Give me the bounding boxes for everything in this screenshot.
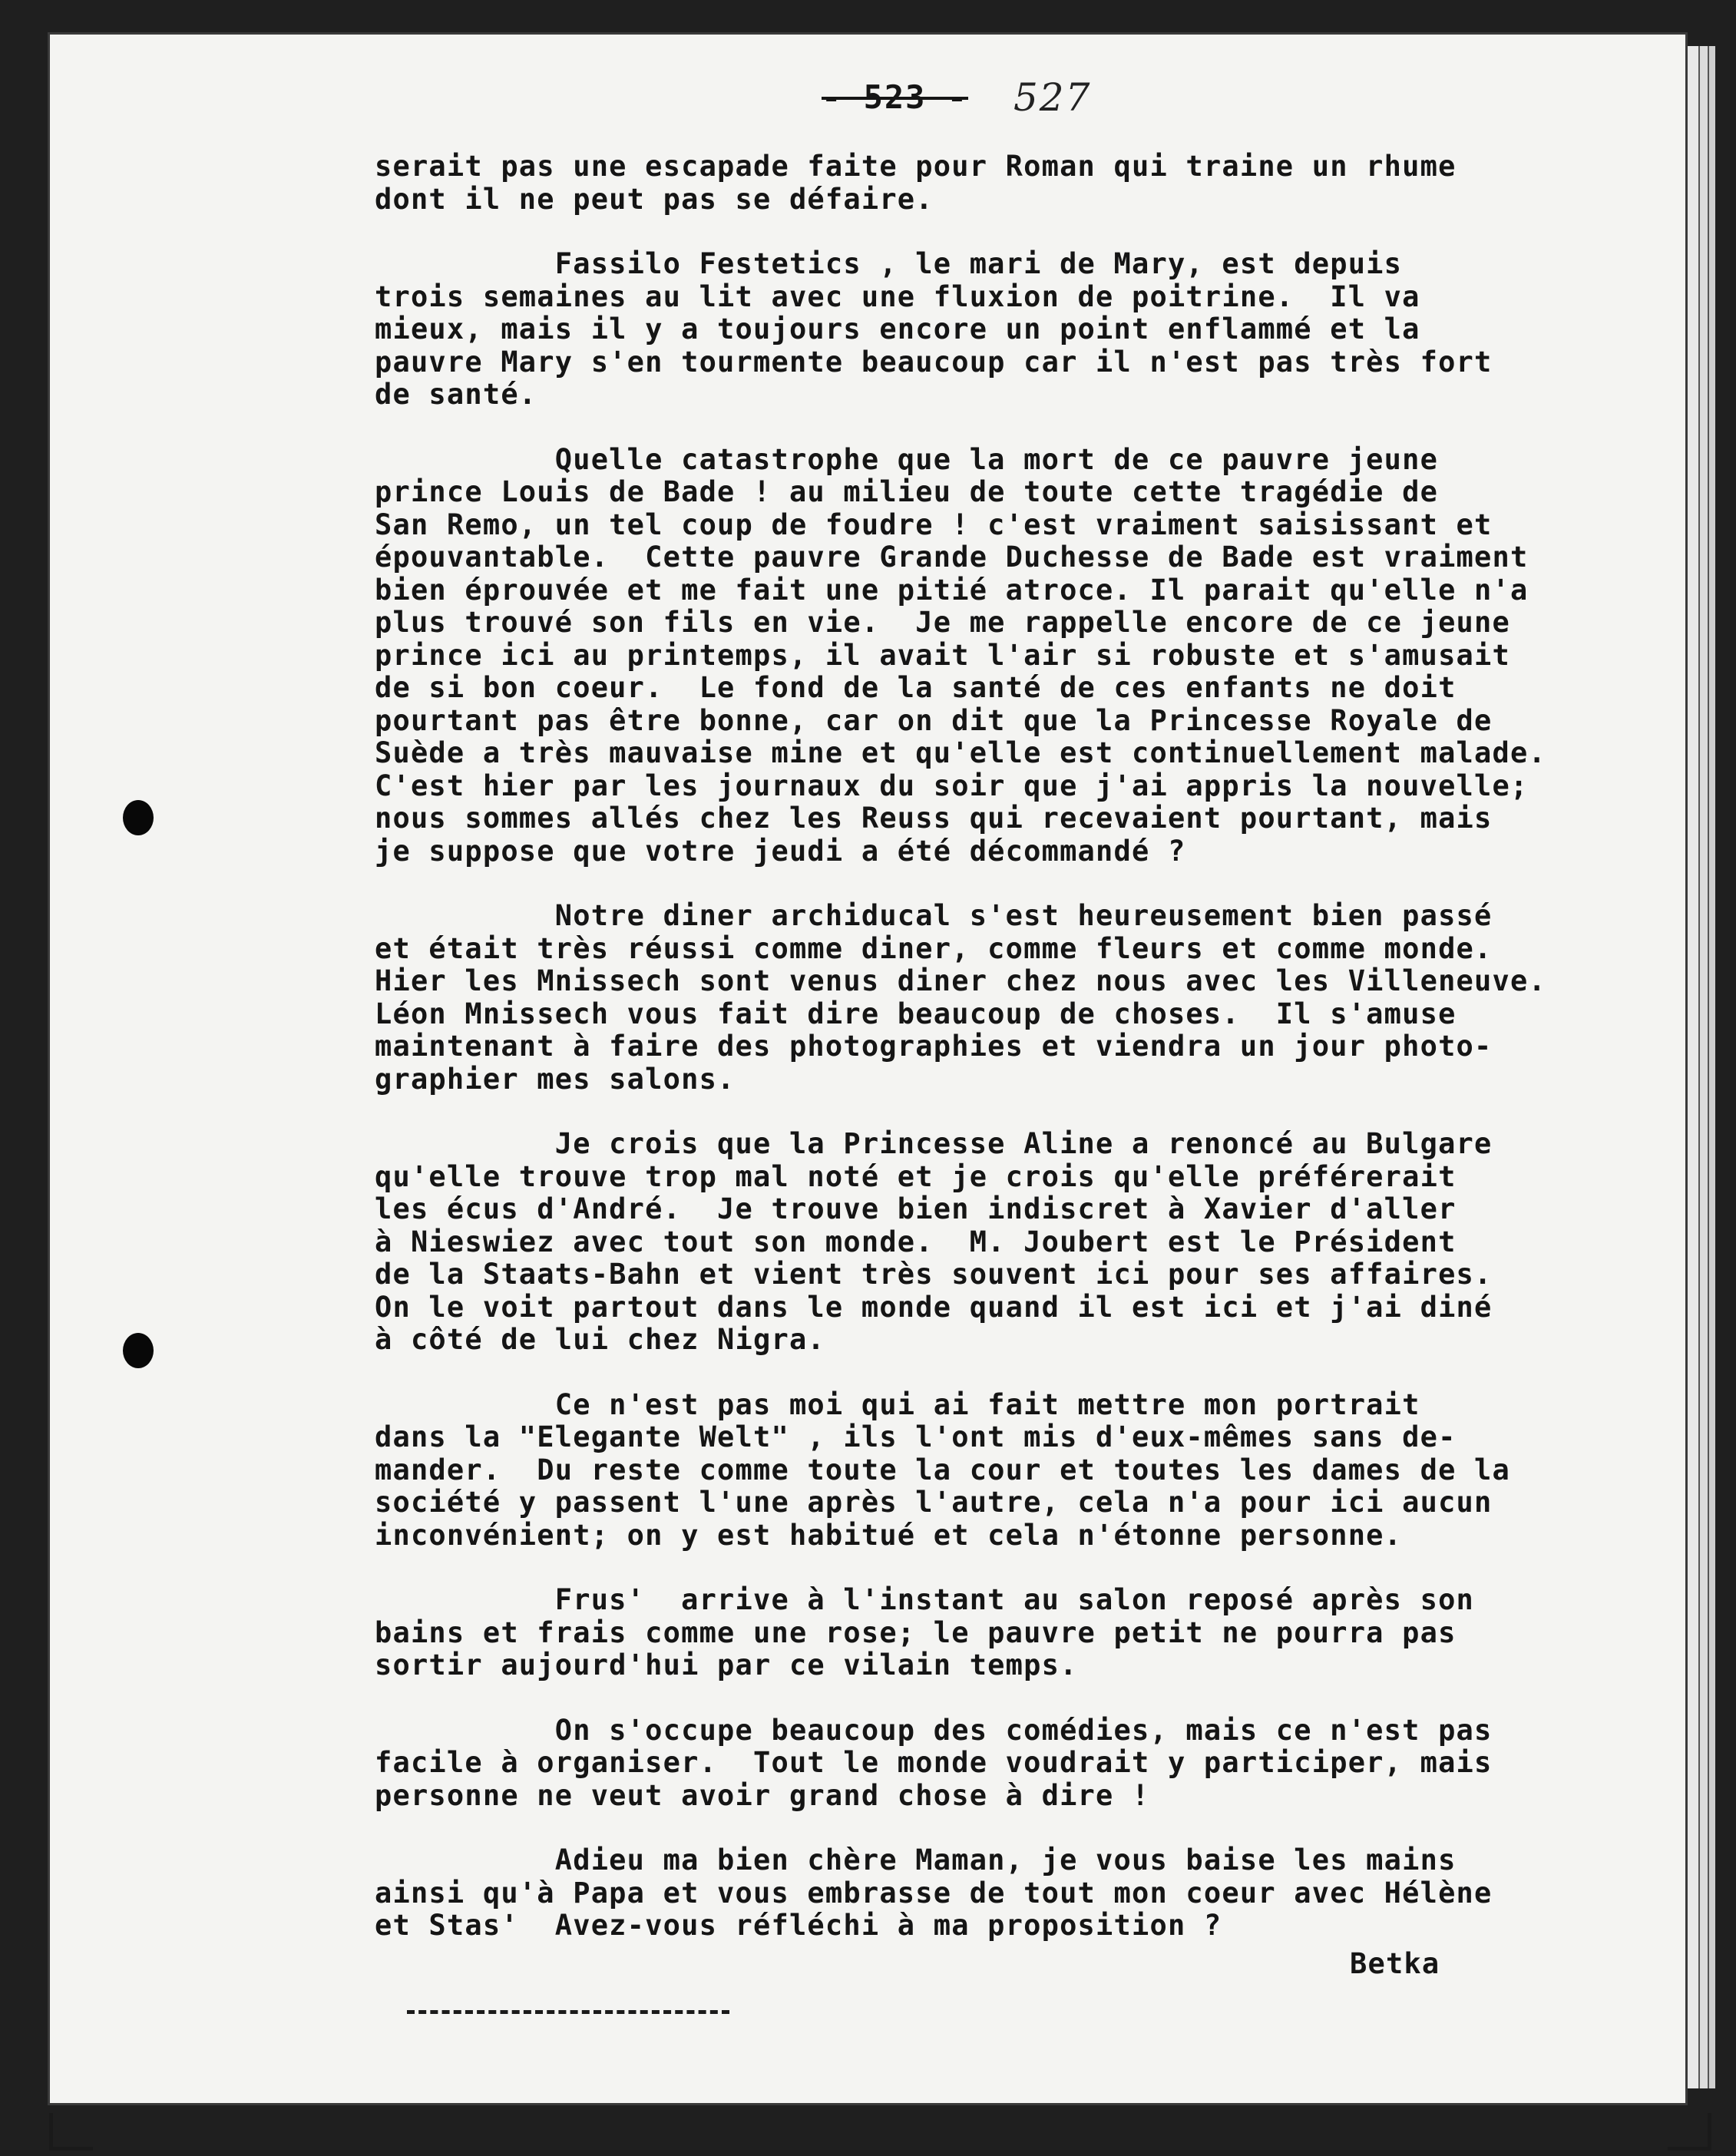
- text-line: prince ici au printemps, il avait l'air si robuste et s'amusait: [375, 638, 1510, 672]
- text-line: Je crois que la Princesse Aline a renoncé au Bulgare: [375, 1127, 1493, 1160]
- paragraph: [375, 1389, 1649, 1553]
- paragraph: [375, 1715, 1649, 1813]
- text-line: trois semaines au lit avec une fluxion de poitrine. Il va: [375, 279, 1420, 313]
- text-line: épouvantable. Cette pauvre Grande Duchesse de Bade est vraiment: [375, 541, 1529, 574]
- text-line: Adieu ma bien chère Maman, je vous baise les mains: [375, 1844, 1457, 1877]
- page-stack-edge: [1708, 46, 1715, 2088]
- text-line: société y passent l'une après l'autre, cela n'a pour ici aucun: [375, 1486, 1493, 1519]
- text-line: Fassilo Festetics , le mari de Mary, est depuis: [375, 247, 1403, 280]
- text-line: mieux, mais il y a toujours encore un point enflammé et la: [375, 312, 1420, 346]
- text-line: bien éprouvée et me fait une pitié atroce. Il parait qu'elle n'a: [375, 573, 1529, 607]
- text-line: dans la "Elegante Welt" , ils l'ont mis d'eux-mêmes sans de-: [375, 1420, 1457, 1453]
- signature: Betka: [1350, 1947, 1440, 1980]
- text-line: nous sommes allés chez les Reuss qui recevaient pourtant, mais: [375, 802, 1493, 835]
- text-line: pourtant pas être bonne, car on dit que la Princesse Royale de: [375, 703, 1493, 737]
- page-header: [822, 75, 1092, 120]
- text-line: San Remo, un tel coup de foudre ! c'est vraiment saisissant et: [375, 508, 1493, 541]
- text-line: prince Louis de Bade ! au milieu de toute cette tragédie de: [375, 475, 1439, 508]
- punch-hole: [123, 800, 154, 835]
- typed-page-number: - 523 -: [822, 78, 969, 116]
- text-line: graphier mes salons.: [375, 1062, 736, 1096]
- paragraph: [375, 444, 1649, 868]
- text-line: inconvénient; on y est habitué et cela n'étonne personne.: [375, 1518, 1403, 1552]
- text-line: dont il ne peut pas se défaire.: [375, 182, 934, 216]
- handwritten-page-number: 527: [1013, 75, 1092, 120]
- text-line: Quelle catastrophe que la mort de ce pauvre jeune: [375, 442, 1439, 476]
- text-line: et Stas' Avez-vous réfléchi à ma proposition ?: [375, 1909, 1222, 1942]
- letter-body: [375, 150, 1649, 1975]
- paragraph: [375, 150, 1649, 216]
- text-line: les écus d'André. Je trouve bien indiscret à Xavier d'aller: [375, 1192, 1457, 1225]
- page-stack-edge: [1686, 46, 1698, 2088]
- text-line: maintenant à faire des photographies et viendra un jour photo-: [375, 1030, 1493, 1063]
- corner-mark: [1668, 2113, 1711, 2151]
- text-line: de santé.: [375, 378, 537, 411]
- text-line: plus trouvé son fils en vie. Je me rappelle encore de ce jeune: [375, 606, 1510, 639]
- text-line: Notre diner archiducal s'est heureusement bien passé: [375, 899, 1493, 932]
- text-line: de si bon coeur. Le fond de la santé de ces enfants ne doit: [375, 671, 1457, 704]
- paragraph: [375, 248, 1649, 412]
- text-line: Hier les Mnissech sont venus diner chez nous avec les Villeneuve.: [375, 964, 1546, 997]
- text-line: pauvre Mary s'en tourmente beaucoup car il n'est pas très fort: [375, 345, 1493, 379]
- text-line: facile à organiser. Tout le monde voudrait y participer, mais: [375, 1746, 1493, 1779]
- text-line: je suppose que votre jeudi a été décommandé ?: [375, 834, 1186, 868]
- text-line: Léon Mnissech vous fait dire beaucoup de choses. Il s'amuse: [375, 997, 1457, 1030]
- paragraph: [375, 1128, 1649, 1357]
- page-stack-edge: [1698, 46, 1708, 2088]
- text-line: ainsi qu'à Papa et vous embrasse de tout mon coeur avec Hélène: [375, 1876, 1493, 1910]
- text-line: et était très réussi comme diner, comme fleurs et comme monde.: [375, 931, 1493, 965]
- text-line: à côté de lui chez Nigra.: [375, 1323, 825, 1356]
- punch-hole: [123, 1333, 154, 1368]
- text-line: Frus' arrive à l'instant au salon reposé après son: [375, 1583, 1475, 1616]
- paragraph: [375, 1584, 1649, 1682]
- text-line: On le voit partout dans le monde quand il est ici et j'ai diné: [375, 1290, 1493, 1324]
- paragraph: [375, 900, 1649, 1096]
- text-line: de la Staats-Bahn et vient très souvent ici pour ses affaires.: [375, 1258, 1493, 1291]
- text-line: Ce n'est pas moi qui ai fait mettre mon portrait: [375, 1387, 1420, 1421]
- paragraph: [375, 1844, 1649, 1943]
- text-line: à Nieswiez avec tout son monde. M. Joubert est le Président: [375, 1225, 1457, 1258]
- text-line: bains et frais comme une rose; le pauvre petit ne pourra pas: [375, 1615, 1457, 1649]
- text-line: On s'occupe beaucoup des comédies, mais ce n'est pas: [375, 1713, 1493, 1747]
- text-line: serait pas une escapade faite pour Roman qui traine un rhume: [375, 150, 1457, 183]
- text-line: personne ne veut avoir grand chose à dire !: [375, 1778, 1150, 1812]
- text-line: Suède a très mauvaise mine et qu'elle est continuellement malade.: [375, 736, 1546, 769]
- text-line: sortir aujourd'hui par ce vilain temps.: [375, 1648, 1078, 1681]
- text-line: mander. Du reste comme toute la cour et toutes les dames de la: [375, 1453, 1510, 1486]
- text-line: C'est hier par les journaux du soir que j'ai appris la nouvelle;: [375, 769, 1529, 802]
- text-line: qu'elle trouve trop mal noté et je crois qu'elle préférerait: [375, 1159, 1457, 1193]
- end-rule: [407, 2010, 729, 2014]
- corner-mark: [49, 2113, 93, 2151]
